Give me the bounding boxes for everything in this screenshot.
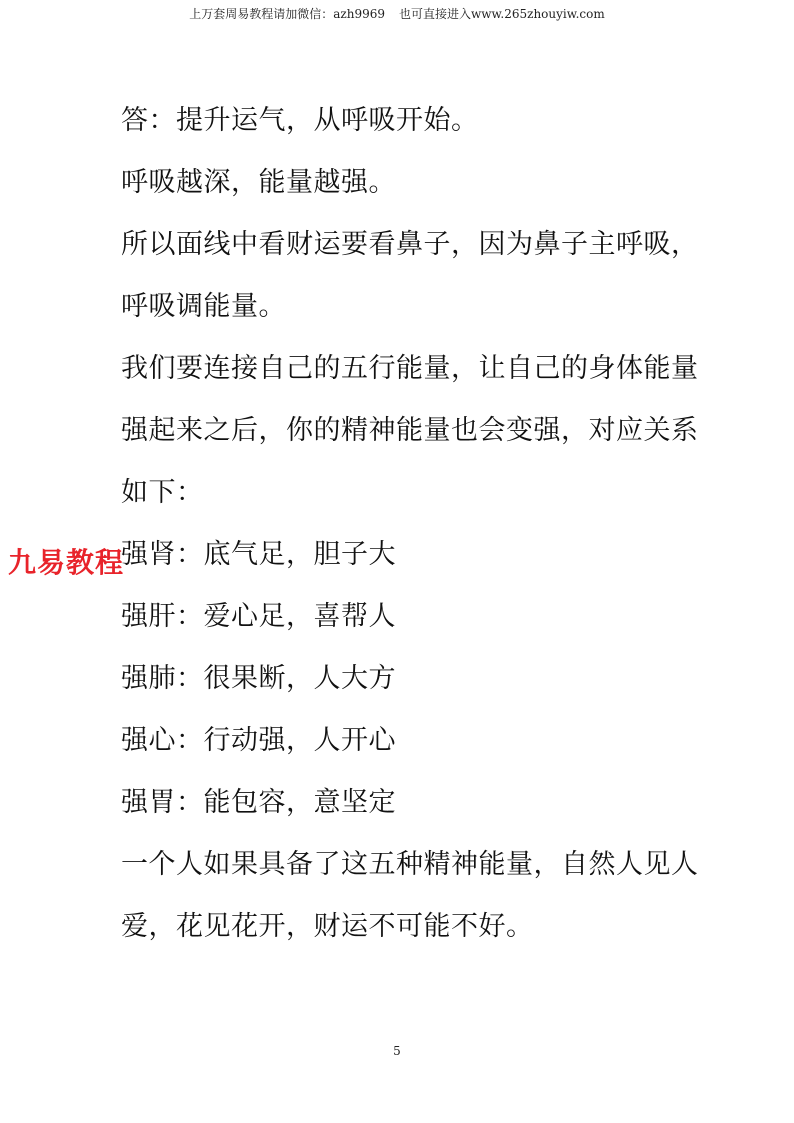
body-line: 一个人如果具备了这五种精神能量，自然人见人	[121, 849, 699, 880]
body-line: 强胃：能包容，意坚定	[121, 787, 396, 818]
body-line: 强肺：很果断，人大方	[121, 663, 396, 694]
body-line: 强起来之后，你的精神能量也会变强，对应关系	[121, 415, 699, 446]
page-number: 5	[393, 1044, 401, 1058]
header-wechat-text: 上万套周易教程请加微信：azh9969	[189, 7, 386, 21]
body-line: 强肾：底气足，胆子大	[121, 539, 396, 570]
body-line: 爱，花见花开，财运不可能不好。	[121, 911, 534, 942]
page-header	[0, 6, 794, 22]
body-line: 我们要连接自己的五行能量，让自己的身体能量	[121, 353, 699, 384]
body-line: 强肝：爱心足，喜帮人	[121, 601, 396, 632]
watermark-logo: 九易教程	[8, 546, 125, 579]
body-line: 呼吸调能量。	[121, 291, 286, 322]
body-line: 所以面线中看财运要看鼻子，因为鼻子主呼吸，	[121, 229, 699, 260]
document-body	[121, 103, 699, 971]
body-line: 答：提升运气，从呼吸开始。	[121, 105, 479, 136]
body-line: 如下：	[121, 477, 204, 508]
body-line: 强心：行动强，人开心	[121, 725, 396, 756]
header-website-text: 也可直接进入www.265zhouyiw.com	[399, 7, 605, 21]
body-line: 呼吸越深，能量越强。	[121, 167, 396, 198]
